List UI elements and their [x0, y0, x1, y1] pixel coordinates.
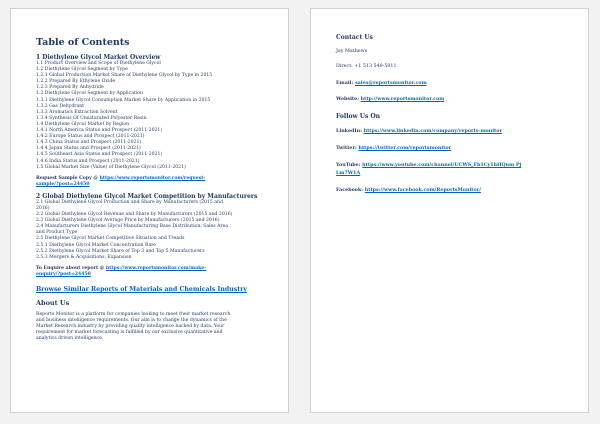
document-page-right [310, 8, 589, 413]
twitter-link[interactable]: https://twitter.com/reportsmonitor [358, 145, 452, 152]
toc-item: 1.3.3 Aromatics Extraction Solvent [36, 109, 118, 115]
request-sample-label: Request Sample Copy @ [36, 175, 100, 181]
youtube-link[interactable]: https://www.youtube.com/channel/UCWS_Fb1Cy1bHQum Pj [362, 162, 522, 169]
social-twitter [336, 145, 578, 152]
contact-name: Jay Mathews [336, 49, 368, 54]
toc-item: 2.4 Manufacturers Diethylene Glycol Manufacturing Base Distribution, Sales Area [36, 224, 229, 230]
request-sample-link-cont[interactable]: sample/?post=24450 [36, 181, 90, 187]
request-sample-link[interactable]: https://www.reportsmonitor.com/request- [99, 175, 206, 181]
social-youtube [336, 162, 578, 177]
toc-item: 1.2.3 Prepared By Anhydride [36, 85, 104, 91]
linkedin-label: LinkedIn: [336, 127, 364, 134]
page-content [36, 37, 274, 342]
about-us-heading: About Us [36, 299, 70, 307]
toc-item: 1.5 Global Market Size (Value) of Diethylene Glycol (2011-2021) [36, 164, 186, 170]
toc-item: and Product Type [36, 230, 78, 236]
toc-item: 1.4.3 China Status and Prospect (2011-2021) [36, 140, 142, 146]
enquire-link-cont[interactable]: enquiry/?post=24450 [36, 271, 91, 277]
toc-item: 2.1 Global Diethylene Glycol Production and Share by Manufacturers (2015 and [36, 199, 223, 205]
website-label: Website: [336, 96, 361, 103]
section-2-heading: 2 Global Diethylene Glycol Market Competition by Manufacturers [36, 192, 258, 200]
about-line: and business intelligence requirements. Our aim is to change the dynamics of the [36, 318, 227, 324]
youtube-label: YouTube: [336, 162, 363, 169]
contact-website [336, 96, 578, 103]
about-line: analytics driven intelligence. [36, 336, 104, 342]
page-content [336, 34, 578, 204]
twitter-label: Twitter: [336, 145, 359, 152]
website-link[interactable]: http://www.reportsmonitor.com [360, 96, 445, 103]
toc-item: 1.4.1 North America Status and Prospect (2011-2021) [36, 128, 163, 134]
toc-item: 1.3 Diethylene Glycol Segment by Application [36, 91, 143, 97]
toc-item: 2.5.3 Mergers & Acquisitions, Expansion [36, 254, 132, 260]
enquire-label: To Enquire about report @ [36, 265, 106, 271]
section-1-list [36, 61, 274, 171]
linkedin-link[interactable]: https://www.linkedin.com/company/reports-monitor [363, 127, 502, 134]
toc-item: 1.4.4 Japan Status and Prospect (2011-2021) [36, 146, 141, 152]
contact-email [336, 80, 578, 87]
enquire-block [36, 266, 274, 278]
toc-item: 1.2.1 Global Production Market Share of Diethylene Glycol by Type in 2015 [36, 73, 213, 79]
youtube-link-cont[interactable]: Lm7W1A [336, 169, 361, 176]
request-sample-block [36, 176, 274, 188]
toc-item: 1.2 Diethylene Glycol Segment by Type [36, 67, 128, 73]
browse-similar-reports-link[interactable]: Browse Similar Reports of Materials and Chemicals Industry [36, 286, 247, 293]
contact-direct: Direct: +1 513 549-5911 [336, 64, 397, 70]
toc-item: 2.5 Diethylene Glycol Market Competitive Situation and Trends [36, 236, 185, 242]
email-label: Email: [336, 79, 355, 86]
about-line: requirement for market forecasting is fulfilled by our exclusive quantitative and [36, 330, 223, 336]
toc-item: 2016) [36, 205, 50, 211]
contact-us-heading: Contact Us [336, 34, 373, 41]
facebook-link[interactable]: https://www.facebook.com/ReportsMonitor/ [364, 187, 481, 194]
toc-item: 1.4.2 Europe Status and Prospect (2011-2021) [36, 134, 145, 140]
section-1-heading: 1 Diethylene Glycol Market Overview [36, 54, 161, 61]
social-linkedin [336, 128, 578, 135]
toc-item: 2.3 Global Diethylene Glycol Average Price by Manufacturers (2015 and 2016) [36, 218, 220, 224]
about-line: Reports Monitor is a platform for companies looking to meet their market research [36, 312, 231, 317]
section-2-list [36, 200, 274, 261]
enquire-link[interactable]: https://www.reportsmonitor.com/make- [105, 265, 207, 271]
toc-item: 2.5.2 Diethylene Glycol Market Share of Top 3 and Top 5 Manufacturers [36, 248, 205, 254]
facebook-label: Facebook: [336, 187, 365, 194]
toc-item: 1.3.1 Diethylene Glycol Consumption Market Share by Application in 2015 [36, 97, 211, 103]
toc-item: 1.3.4 Synthesis Of Unsaturated Polyester Resin [36, 115, 147, 121]
toc-item: 1.2.2 Prepared By Ethylene Oxide [36, 79, 116, 85]
follow-us-heading: Follow Us On [336, 112, 381, 120]
toc-item: 2.5.1 Diethylene Glycol Market Concentration Rate [36, 242, 156, 248]
toc-item: 1.4.6 India Status and Prospect (2011-2021) [36, 158, 140, 164]
toc-item: 2.2 Global Diethylene Glycol Revenue and Share by Manufacturers (2015 and 2016) [36, 212, 233, 218]
toc-title: Table of Contents [36, 37, 130, 48]
toc-item: 1.4.5 Southeast Asia Status and Prospect (2011-2021) [36, 152, 163, 158]
social-facebook [336, 187, 578, 194]
toc-item: 1.1 Product Overview and Scope of Diethylene Glycol [36, 61, 161, 66]
about-us-paragraph [36, 312, 274, 342]
toc-item: 1.4 Diethylene Glycol Market by Region [36, 121, 130, 127]
about-line: Market Research industry by providing quality intelligence backed by data. Your [36, 324, 225, 330]
email-link[interactable]: sales@reportsmonitor.com [354, 79, 427, 86]
toc-item: 1.3.2 Gas Dehydrant [36, 103, 85, 109]
document-page-left [10, 8, 289, 413]
